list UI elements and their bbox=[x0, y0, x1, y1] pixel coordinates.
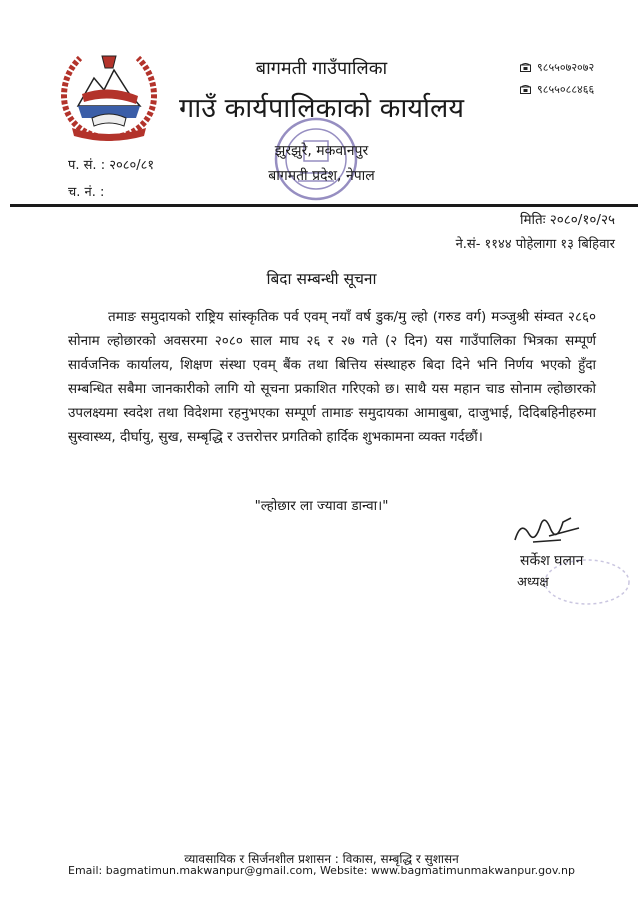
notice-body bbox=[68, 305, 596, 449]
telephone-icon bbox=[520, 63, 531, 72]
phone-1-text: ९८५५०७२०७२ bbox=[537, 61, 595, 74]
notice-title: बिदा सम्बन्धी सूचना bbox=[266, 270, 377, 288]
footer-contact: Email: bagmatimun.makwanpur@gmail.com, Website: www.bagmatimunmakwanpur.gov.np bbox=[68, 864, 575, 877]
date-line: मितिः २०८०/१०/२५ bbox=[519, 212, 615, 228]
dispatch-number: च. नं. : bbox=[68, 185, 105, 200]
phone-number-1 bbox=[520, 60, 594, 75]
faded-stamp bbox=[540, 555, 635, 610]
signatory-name: सर्केश घलान bbox=[520, 553, 584, 569]
address-line-2: बागमती प्रदेश, नेपाल bbox=[268, 168, 375, 184]
notice-paragraph: तमाङ समुदायको राष्ट्रिय सांस्कृतिक पर्व एवम् नयाँ वर्ष डुक/मु ल्हो (गरुड वर्ग) मञ्जुश्री संम्वत २८६० सोनाम ल्होछारको अवसरमा २०८० साल माघ २६ र २७ गते (२ दिन) यस गाउँपालिका भित्रका सम्पूर्ण सार्वजनिक कार्यालय, शिक्षण संस्था एवम् बैंक तथा बित्तिय संस्थाहरु बिदा दिने भनि निर्णय भएको हुँदा सम्बन्धित सबैमा जानकारीको लागि यो सूचना प्रकाशित गरिएको छ। साथै यस महान चाड सोनाम ल्होछारको उपलक्ष्यमा स्वदेश तथा विदेशमा रहनुभएका सम्पूर्ण तामाङ समुदायका आमाबुबा, दाजुभाई, दिदिबहिनीहरुमा सुस्वास्थ्य, दीर्घायु, सुख, सम्बृद्धि र उत्तरोत्तर प्रगतिको हार्दिक शुभकामना व्यक्त गर्दछौं। bbox=[68, 309, 596, 445]
address-line-1: झुरझुरे, मकवानपुर bbox=[274, 143, 369, 159]
telephone-icon bbox=[520, 85, 531, 94]
municipality-name: बागमती गाउँपालिका bbox=[255, 58, 388, 79]
handwritten-signature bbox=[511, 510, 583, 548]
header-divider bbox=[10, 204, 638, 207]
footer-slogan: व्यावसायिक र सिर्जनशील प्रशासन : विकास, सम्बृद्धि र सुशासन bbox=[184, 852, 459, 866]
signatory-title: अध्यक्ष bbox=[517, 575, 549, 590]
letter-reference-number: प. सं. : २०८०/८१ bbox=[68, 158, 155, 173]
phone-number-2 bbox=[520, 82, 594, 97]
nepal-sambat-date: ने.सं- ११४४ पोहेलागा १३ बिहिवार bbox=[455, 237, 615, 252]
closing-greeting: "ल्होछार ला ज्यावा डान्वा।" bbox=[254, 498, 389, 514]
office-title: गाउँ कार्यपालिकाको कार्यालय bbox=[179, 93, 464, 124]
phone-2-text: ९८५५०८८४६६ bbox=[537, 83, 595, 96]
